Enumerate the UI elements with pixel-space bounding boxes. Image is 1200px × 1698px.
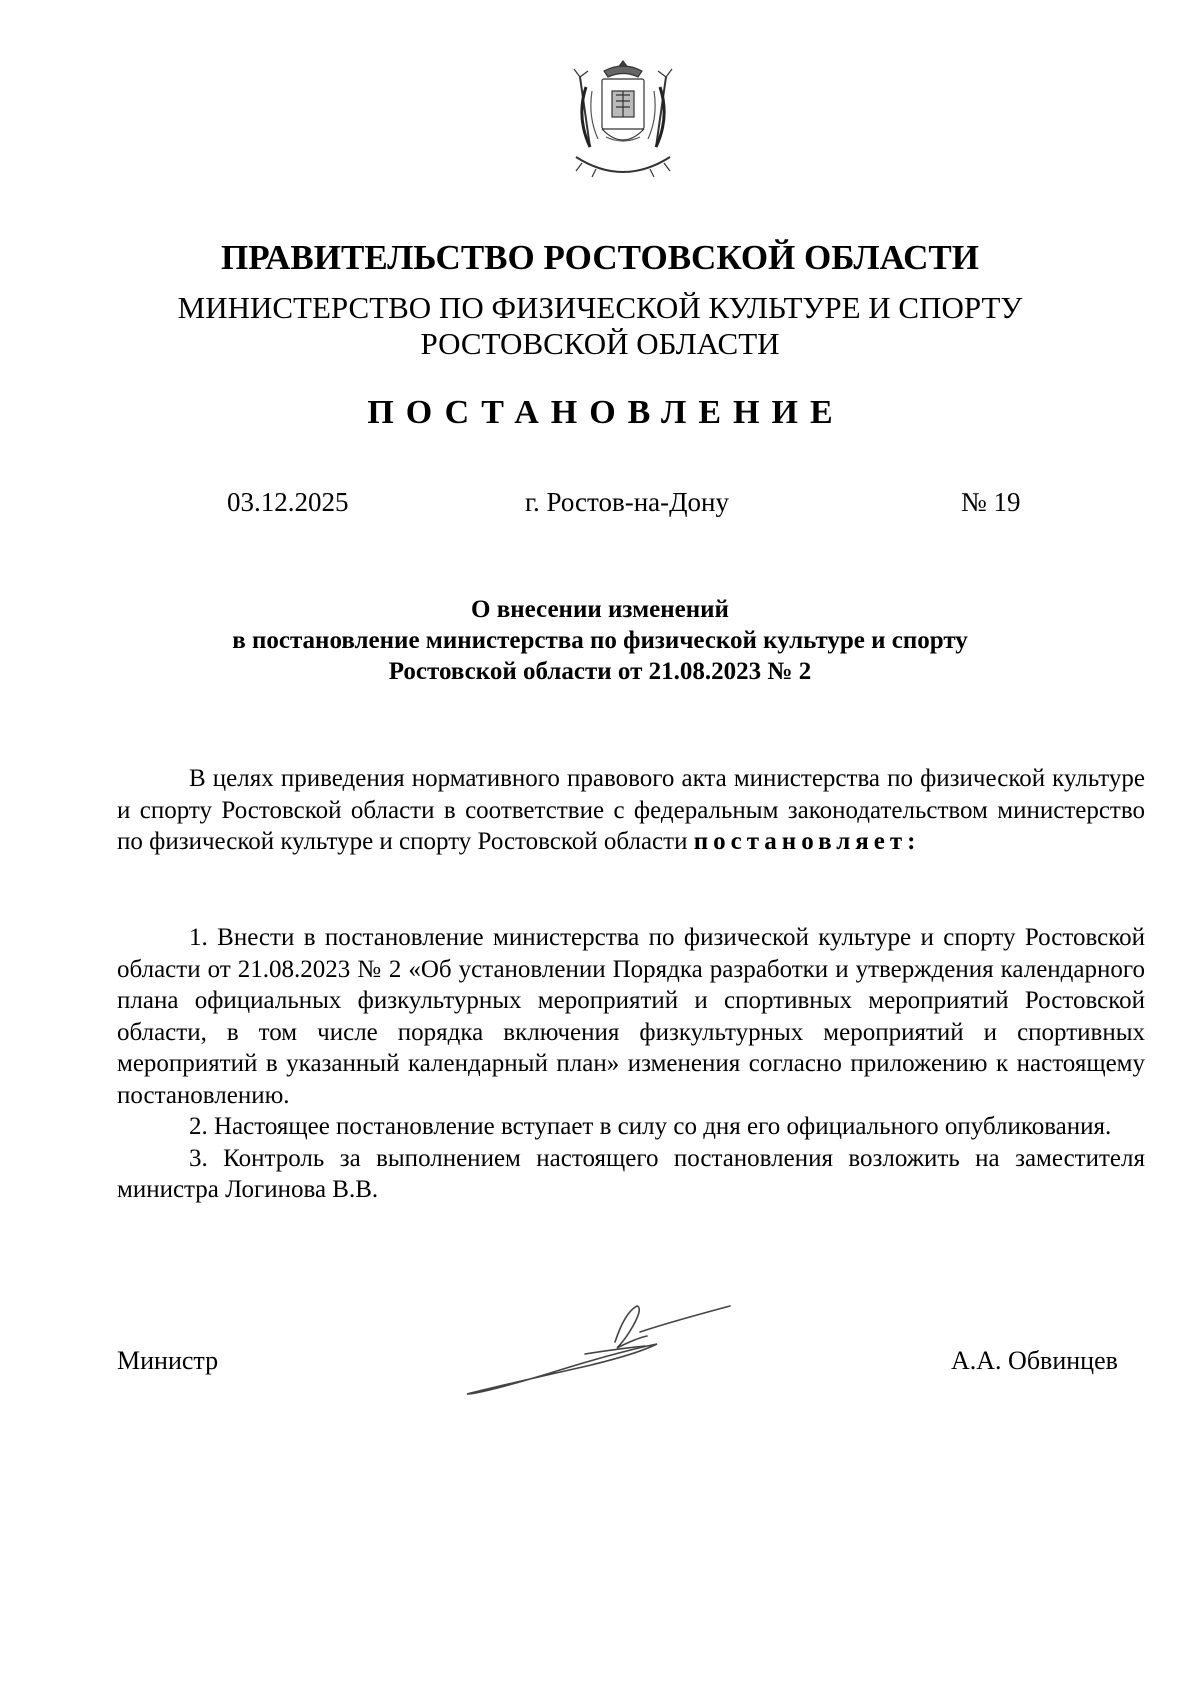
ministry-name bbox=[0, 290, 1200, 362]
ministry-name-line2: РОСТОВСКОЙ ОБЛАСТИ bbox=[420, 326, 780, 361]
document-subject bbox=[0, 594, 1200, 687]
document-type: ПОСТАНОВЛЕНИЕ bbox=[367, 394, 845, 431]
document-date: 03.12.2025 bbox=[227, 487, 349, 517]
government-title: ПРАВИТЕЛЬСТВО РОСТОВСКОЙ ОБЛАСТИ bbox=[221, 238, 979, 277]
preamble-text: В целях приведения нормативного правового акта министерства по физической культуре и спорту Ростовской области в соответствие с федеральным законодательством министерство по физической культуре и спорту Ростовской области bbox=[117, 765, 1145, 855]
document-city: г. Ростов-на-Дону bbox=[525, 487, 730, 517]
subject-line1: О внесении изменений bbox=[471, 596, 729, 623]
decree-item-3: 3. Контроль за выполнением настоящего постановления возложить на заместителя министра Логинова В.В. bbox=[117, 1144, 1145, 1203]
preamble-paragraph bbox=[117, 763, 1145, 858]
decree-item-2: 2. Настоящее постановление вступает в силу со дня его официального опубликования. bbox=[189, 1113, 1112, 1140]
decree-item-1: 1. Внести в постановление министерства по физической культуре и спорту Ростовской области от 21.08.2023 № 2 «Об установлении Порядка разработки и утверждения календарного плана официальных физкультурных мероприятий и спортивных мероприятий Ростовской области, в том числе порядка включения физкультурных мероприятий и спортивных мероприятий в указанный календарный план» изменения согласно приложению к настоящему постановлению. bbox=[117, 924, 1145, 1109]
decree-word: постановляет: bbox=[693, 828, 921, 855]
document-number: № 19 bbox=[961, 487, 1021, 517]
handwritten-signature bbox=[465, 1302, 735, 1402]
subject-line2: в постановление министерства по физической культуре и спорту bbox=[232, 627, 968, 654]
ministry-name-line1: МИНИСТЕРСТВО ПО ФИЗИЧЕСКОЙ КУЛЬТУРЕ И СПОРТУ bbox=[177, 290, 1023, 325]
subject-line3: Ростовской области от 21.08.2023 № 2 bbox=[388, 658, 812, 685]
decree-items bbox=[117, 922, 1145, 1206]
signatory-title: Министр bbox=[117, 1346, 219, 1375]
signatory-name: А.А. Обвинцев bbox=[951, 1346, 1118, 1375]
preamble bbox=[117, 763, 1145, 858]
coat-of-arms-icon bbox=[566, 57, 680, 181]
